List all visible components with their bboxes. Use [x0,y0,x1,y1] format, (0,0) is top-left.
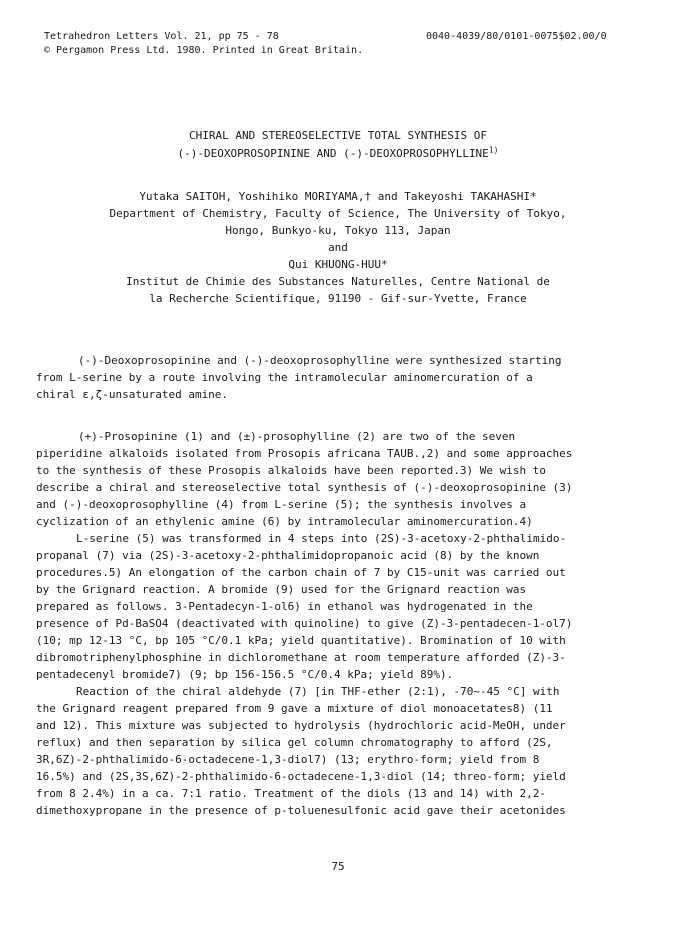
paper-title-line-2 [0,146,676,162]
body-line: procedures.5) An elongation of the carbon chain of 7 by C15-unit was carried out [36,566,566,579]
author-line-2: Qui KHUONG-HUU* [288,258,388,271]
body-line: dibromotriphenylphosphine in dichloromethane at room temperature afforded (Z)-3- [36,651,566,664]
abstract-line: chiral ε,ζ-unsaturated amine. [36,388,229,401]
body-line: piperidine alkaloids isolated from Prosopis africana TAUB.,2) and some approaches [36,447,573,460]
body-line: 3R,6Z)-2-phthalimido-6-octadecene-1,3-diol7) (13; erythro-form; yield from 8 [36,753,540,766]
body-line: reflux) and then separation by silica gel column chromatography to afford (2S, [36,736,553,749]
journal-citation [44,30,363,58]
body-line: Reaction of the chiral aldehyde (7) [in THF-ether (2:1), -70~-45 °C] with [76,685,560,698]
body-line: presence of Pd-BaSO4 (deactivated with quinoline) to give (Z)-3-pentadecen-1-ol7) [36,617,573,630]
copyright-line: © Pergamon Press Ltd. 1980. Printed in Great Britain. [44,45,364,56]
body-line: cyclization of an ethylenic amine (6) by intramolecular aminomercuration.4) [36,515,533,528]
paper-title-text: (-)-DEOXOPROSOPININE AND (-)-DEOXOPROSOPHYLLINE [177,147,489,160]
abstract-line: from L-serine by a route involving the intramolecular aminomercuration of a [36,371,533,384]
affiliation-line-3: Institut de Chimie des Substances Naturelles, Centre National de [126,275,550,288]
body-line: prepared as follows. 3-Pentadecyn-1-ol6) in ethanol was hydrogenated in the [36,600,533,613]
body-line: 16.5%) and (2S,3S,6Z)-2-phthalimido-6-octadecene-1,3-diol (14; threo-form; yield [36,770,566,783]
body-line: and 12). This mixture was subjected to hydrolysis (hydrochloric acid-MeOH, under [36,719,566,732]
author-block [0,188,676,307]
body-line: (10; mp 12-13 °C, bp 105 °C/0.1 kPa; yield quantitative). Bromination of 10 with [36,634,566,647]
title-footnote-ref: 1) [488,145,499,155]
body-line: pentadecenyl bromide7) (9; bp 156-156.5 °C/0.4 kPa; yield 89%). [36,668,454,681]
body-line: from 8 2.4%) in a ca. 7:1 ratio. Treatment of the diols (13 and 14) with 2,2- [36,787,546,800]
affiliation-line-1: Department of Chemistry, Faculty of Science, The University of Tokyo, [109,207,567,220]
journal-info: Tetrahedron Letters Vol. 21, pp 75 - 78 [44,31,279,42]
author-line-1: Yutaka SAITOH, Yoshihiko MORIYAMA,† and Takeyoshi TAKAHASHI* [139,190,537,203]
abstract [36,352,636,403]
and-separator: and [328,241,348,254]
body-line: describe a chiral and stereoselective total synthesis of (-)-deoxoprosopinine (3) [36,481,573,494]
body-line: the Grignard reagent prepared from 9 gave a mixture of diol monoacetates8) (11 [36,702,553,715]
article-code: 0040-4039/80/0101-0075$02.00/0 [426,31,607,42]
body-line: to the synthesis of these Prosopis alkaloids have been reported.3) We wish to [36,464,546,477]
main-text [36,428,636,819]
paper-title-line-1: CHIRAL AND STEREOSELECTIVE TOTAL SYNTHESIS OF [188,129,487,142]
affiliation-line-2: Hongo, Bunkyo-ku, Tokyo 113, Japan [225,224,451,237]
abstract-line: (-)-Deoxoprosopinine and (-)-deoxoprosophylline were synthesized starting [78,354,562,367]
body-line: L-serine (5) was transformed in 4 steps into (2S)-3-acetoxy-2-phthalimido- [76,532,567,545]
page-number: 75 [331,860,345,873]
body-line: (+)-Prosopinine (1) and (±)-prosophylline (2) are two of the seven [78,430,516,443]
body-line: by the Grignard reaction. A bromide (9) used for the Grignard reaction was [36,583,527,596]
body-line: dimethoxypropane in the presence of p-toluenesulfonic acid gave their acetonides [36,804,566,817]
affiliation-line-4: la Recherche Scientifique, 91190 - Gif-sur-Yvette, France [149,292,527,305]
body-line: propanal (7) via (2S)-3-acetoxy-2-phthalimidopropanoic acid (8) by the known [36,549,540,562]
body-line: and (-)-deoxoprosophylline (4) from L-serine (5); the synthesis involves a [36,498,527,511]
